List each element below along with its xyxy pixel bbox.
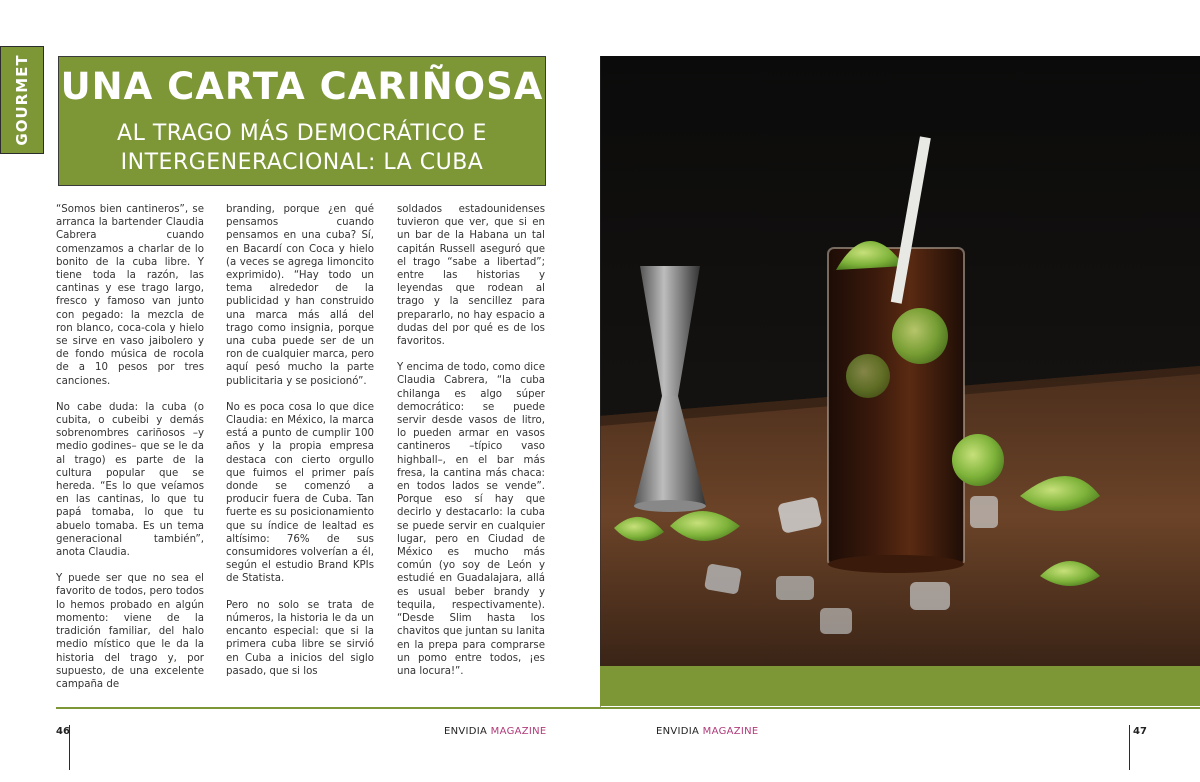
paragraph: soldados estadounidenses tuvieron que ver, que si en un bar de la Habana un tal capitán Russell aseguró que el trago “sabe a libertad”; entre las historias y leyendas que rodean al trago y la sencillez para prepararlo, no hay espacio a dudas del por qué es de los favoritos. bbox=[397, 204, 545, 348]
folio-brand: ENVIDIA bbox=[444, 726, 488, 737]
folio-right bbox=[656, 726, 759, 737]
paragraph: No cabe duda: la cuba (o cubita, o cubeibi y demás sobrenombres cariñosos –y medio godines– que se le da al trago) es parte de la cultura popular que se hereda. “Es lo que veíamos en las cantinas, lo que tu papá tomaba, lo que tu abuelo tomaba. Es un tema generacional también”, anota Claudia. bbox=[56, 401, 204, 559]
folio-magazine: MAGAZINE bbox=[702, 726, 759, 737]
page-gutter bbox=[600, 56, 601, 708]
text-column-3 bbox=[397, 203, 545, 691]
article-subtitle bbox=[59, 119, 545, 177]
paragraph: Y encima de todo, como dice Claudia Cabrera, “la cuba chilanga es algo súper democrático: se puede servir desde vasos de litro, lo pueden armar en vasos cantineros –típico vaso highball–, en el bar más fresa, la cantina más chaca: en todos lados se vende”. Porque eso sí hay que decirlo y destacarlo: la cuba se puede servir en cualquier lugar, pero en Ciudad de México es mucho más común (yo soy de León y estudié en Guadalajara, allá es usual beber brandy y tequila, respectivamente). “Desde Slim hasta los chavitos que juntan su lanita en la prepa para comprarse un pomo entre todos, ¡es una locura!”. bbox=[397, 362, 545, 677]
folio-magazine: MAGAZINE bbox=[490, 726, 547, 737]
folio-brand: ENVIDIA bbox=[656, 726, 700, 737]
text-column-2 bbox=[226, 203, 374, 691]
page-number-left: 46 bbox=[56, 726, 70, 737]
footer-rule-left bbox=[56, 707, 600, 709]
paragraph: No es poca cosa lo que dice Claudia: en México, la marca está a punto de cumplir 100 años y la propia empresa destaca con cierto orgullo que fuimos el primer país donde se comenzó a producir fuera de Cuba. Tan fuerte es su posicionamiento que su índice de lealtad es altísimo: 76% de sus consumidores volverían a él, según el estudio Brand KPIs de Statista. bbox=[226, 401, 374, 585]
title-block bbox=[58, 56, 546, 186]
accent-band bbox=[600, 666, 1200, 706]
section-label: GOURMET bbox=[13, 54, 31, 146]
text-column-1 bbox=[56, 203, 204, 704]
paragraph: Y puede ser que no sea el favorito de todos, pero todos lo hemos probado en algún momento: viene de la tradición familiar, del halo medio místico que le da la historia del trago y, por supuesto, de una excelente campaña de bbox=[56, 573, 204, 690]
cuba-libre-photo bbox=[600, 56, 1200, 666]
section-tab bbox=[0, 46, 44, 154]
paragraph: Pero no solo se trata de números, la historia le da un encanto especial: que si la primera cuba libre se sirvió en Cuba a inicios del siglo pasado, que si los bbox=[226, 599, 374, 677]
footer-rule-right bbox=[600, 707, 1200, 709]
article-title: UNA CARTA CARIÑOSA bbox=[60, 65, 544, 108]
paragraph: branding, porque ¿en qué pensamos cuando pensamos en una cuba? Sí, en Bacardí con Coca y hielo (a veces se agrega limoncito exprimido). “Hay todo un tema alrededor de la publicidad y han construido una marca más allá del trago como insignia, porque una cuba puede ser de un ron de cualquier marca, pero aquí pesó mucho la parte publicitaria y se posicionó”. bbox=[226, 204, 374, 387]
footer-divider-right bbox=[1129, 725, 1130, 770]
page-number-right: 47 bbox=[1133, 726, 1147, 737]
paragraph: “Somos bien cantineros”, se arranca la bartender Claudia Cabrera cuando comenzamos a charlar de lo bonito de la cuba libre. Y tiene toda la razón, las cantinas y ese trago largo, fresco y famoso van junto con pegado: la mezcla de ron blanco, coca-cola y hielo se sirve en vaso jaibolero y de fondo música de rocola de a 10 pesos por tres canciones. bbox=[56, 204, 204, 387]
subtitle-line-1: AL TRAGO MÁS DEMOCRÁTICO E bbox=[117, 121, 487, 146]
folio-left bbox=[444, 726, 547, 737]
subtitle-line-2: INTERGENERACIONAL: LA CUBA bbox=[120, 150, 484, 175]
